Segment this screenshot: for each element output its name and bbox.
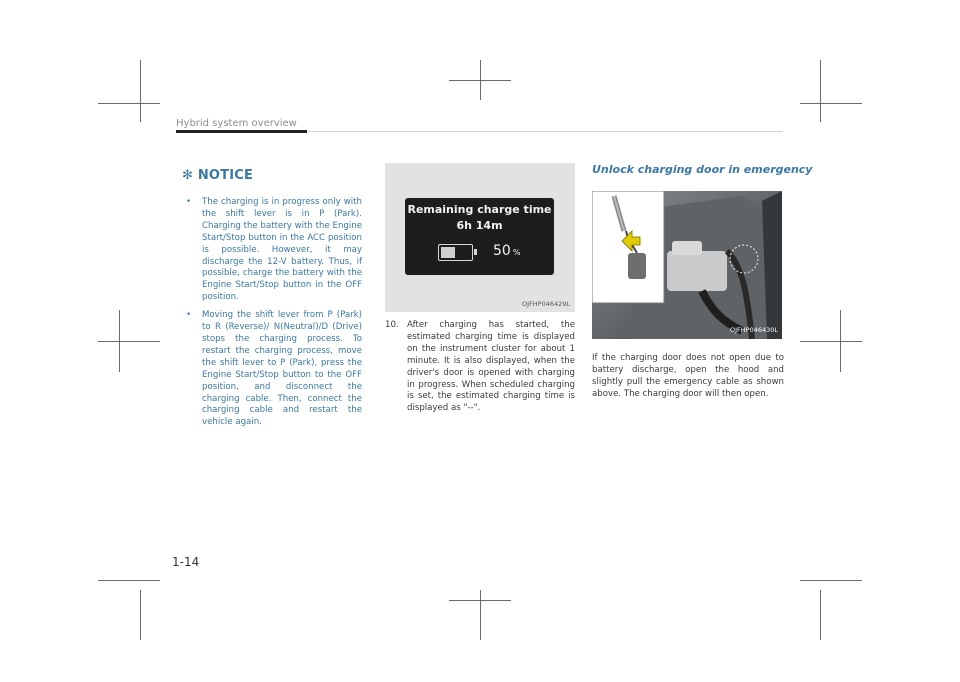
- crop-mark: [140, 60, 141, 122]
- figure-code: OJFHP046429L: [521, 300, 570, 308]
- cluster-title: Remaining charge time: [407, 203, 552, 216]
- battery-fill: [441, 247, 455, 258]
- crop-mark: [840, 310, 841, 372]
- notice-title: [182, 168, 253, 183]
- battery-icon: [438, 244, 473, 261]
- crop-mark: [820, 60, 821, 122]
- battery-nub: [474, 249, 477, 255]
- crop-mark: [98, 341, 160, 342]
- percent-value: 50: [493, 243, 511, 259]
- crop-mark: [140, 590, 141, 640]
- crop-mark: [800, 580, 862, 581]
- section-heading: Unlock charging door in emergency: [592, 163, 813, 176]
- engine-bay-photo: [592, 191, 782, 339]
- percent-unit: %: [512, 248, 521, 257]
- step-text: After charging has started, the estimated charging time is displayed on the instrument cluster for about 1 minute. It is also displayed, when the driver's door is opened with charging in progress. When scheduled charging is set, the estimated charging time is displayed as "--".: [407, 320, 575, 414]
- notice-title-text: NOTICE: [197, 168, 254, 183]
- section-header: Hybrid system overview: [176, 118, 297, 129]
- crop-mark: [480, 590, 481, 640]
- asterisk-icon: ✻: [182, 168, 194, 183]
- crop-mark: [800, 103, 862, 104]
- cluster-screen: [405, 198, 554, 275]
- header-rule: [307, 131, 783, 132]
- unlock-paragraph: If the charging door does not open due to battery discharge, open the hood and slightly pull the emergency cable as shown above. The charging door will then open.: [592, 353, 784, 399]
- cluster-time: 6h 14m: [456, 219, 503, 232]
- crop-mark: [480, 60, 481, 100]
- notice-item: • The charging is in progress only with the shift lever is in P (Park). Charging the battery with the Engine Start/Stop button in the ACC position is possible. However, it may discharge the 12-V battery. Thus, if possible, charge the battery with the Engine Start/Stop button in the OFF position.: [186, 197, 362, 304]
- page-number: 1-14: [172, 555, 200, 569]
- crop-mark: [119, 310, 120, 372]
- notice-list: [186, 197, 362, 435]
- photo-code: OJFHP046430L: [730, 326, 779, 334]
- notice-item: • Moving the shift lever from P (Park) to R (Reverse)/ N(Neutral)/D (Drive) stops the charging process. To restart the charging process, move the shift lever to P (Park), press the Engine Start/Stop button to the OFF position, and disconnect the charging cable. Then, connect the charging cable and restart the vehicle again.: [186, 310, 362, 429]
- engine-bay-illustration: [592, 191, 782, 339]
- step-number: 10.: [385, 320, 399, 330]
- step-10: [385, 320, 575, 415]
- crop-mark: [800, 341, 862, 342]
- crop-mark: [98, 103, 160, 104]
- header-bar: [176, 130, 307, 133]
- crop-mark: [98, 580, 160, 581]
- cluster-percent: [493, 243, 520, 259]
- cluster-figure: [385, 163, 575, 312]
- crop-mark: [820, 590, 821, 640]
